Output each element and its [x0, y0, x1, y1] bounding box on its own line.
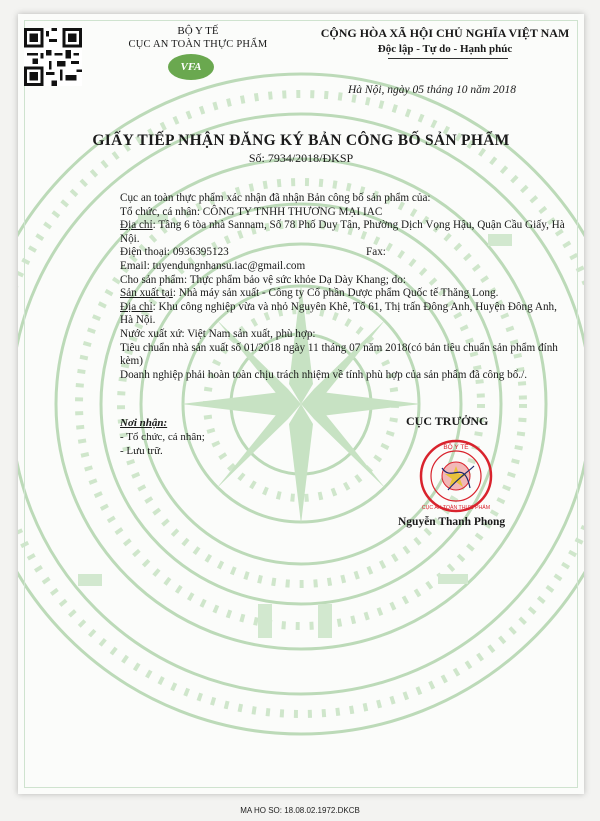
- motto: Độc lập - Tự do - Hạnh phúc: [377, 43, 513, 55]
- signer-name: Nguyễn Thanh Phong: [398, 516, 506, 528]
- address-line: [120, 219, 568, 246]
- ministry-header: [128, 24, 268, 52]
- origin-line: Nước xuất xứ: Việt Nam sản xuất, phù hợp:: [120, 327, 316, 340]
- document-title: GIẤY TIẾP NHẬN ĐĂNG KÝ BẢN CÔNG BỐ SẢN PHẨM: [92, 132, 510, 149]
- motto-underline: [388, 58, 508, 59]
- recipients-heading: Nơi nhận:: [120, 417, 168, 429]
- vfa-logo: [168, 54, 214, 80]
- document-body: [120, 192, 568, 382]
- phone-text: Điện thoại: 0936395123: [120, 246, 229, 259]
- factory-label: Địa chỉ: [120, 300, 153, 313]
- factory-address-line: [120, 301, 568, 328]
- record-code: MA HO SO: 18.08.02.1972.DKCB: [240, 806, 360, 815]
- factory-address-text: : Khu công nghiệp vừa và nhỏ Nguyên Khê, Tổ 61, Thị trấn Đông Anh, Huyện Đông Anh, Hà Nội.: [120, 300, 557, 327]
- issue-date: Hà Nội, ngày 05 tháng 10 năm 2018: [348, 84, 517, 96]
- certificate-document: [18, 14, 584, 794]
- national-header: [310, 26, 580, 55]
- country-name: CỘNG HÒA XÃ HỘI CHỦ NGHĨA VIỆT NAM: [320, 26, 570, 40]
- signer-title: CỤC TRƯỞNG: [406, 414, 489, 428]
- agency-name: CỤC AN TOÀN THỰC PHẨM: [128, 39, 268, 50]
- ministry-name: BỘ Y TẾ: [177, 25, 219, 37]
- manufacturer-line: [120, 287, 568, 301]
- email-line: Email: tuyendungnhansu.iac@gmail.com: [120, 259, 306, 272]
- address-text: : Tầng 6 tòa nhà Sannam, Số 78 Phố Duy Tân, Phường Dịch Vọng Hậu, Quận Cầu Giấy, Hà Nội.: [120, 219, 565, 245]
- fax-text: Fax:: [366, 246, 386, 259]
- qr-code: [24, 28, 82, 86]
- official-seal: [418, 438, 494, 514]
- organization-line: Tổ chức, cá nhân: CÔNG TY TNHH THƯƠNG MẠI IAC: [120, 205, 383, 218]
- responsibility-line: Doanh nghiệp phải hoàn toàn chịu trách nhiệm về tính phù hợp của sản phẩm đã công bố./.: [120, 368, 528, 381]
- svg-text:BỘ Y TẾ: BỘ Y TẾ: [443, 444, 469, 451]
- address-label: Địa chỉ: [120, 219, 153, 232]
- logo-text: VFA: [180, 61, 202, 73]
- recipient-item: - Lưu trữ.: [120, 445, 163, 457]
- document-number: Số: 7934/2018/ĐKSP: [248, 151, 354, 165]
- standard-line: Tiêu chuẩn nhà sản xuất số 01/2018 ngày 11 tháng 07 năm 2018(có bản tiêu chuẩn sản phẩm đính kèm): [120, 341, 558, 368]
- svg-text:CỤC AN TOÀN THỰC PHẨM: CỤC AN TOÀN THỰC PHẨM: [421, 505, 491, 511]
- recipients: [120, 416, 205, 458]
- intro-line: Cục an toàn thực phẩm xác nhận đã nhận Bản công bố sản phẩm của:: [120, 192, 431, 204]
- recipient-item: - Tổ chức, cá nhân;: [120, 431, 205, 443]
- phone-fax-line: [120, 246, 568, 260]
- product-line: Cho sản phẩm: Thực phẩm bảo vệ sức khỏe Dạ Dày Khang; do:: [120, 273, 406, 286]
- manufacturer-label: Sản xuất tại: [120, 287, 173, 300]
- manufacturer-text: : Nhà máy sản xuất - Công ty Cổ phần Dược phẩm Quốc tế Thăng Long.: [172, 287, 499, 300]
